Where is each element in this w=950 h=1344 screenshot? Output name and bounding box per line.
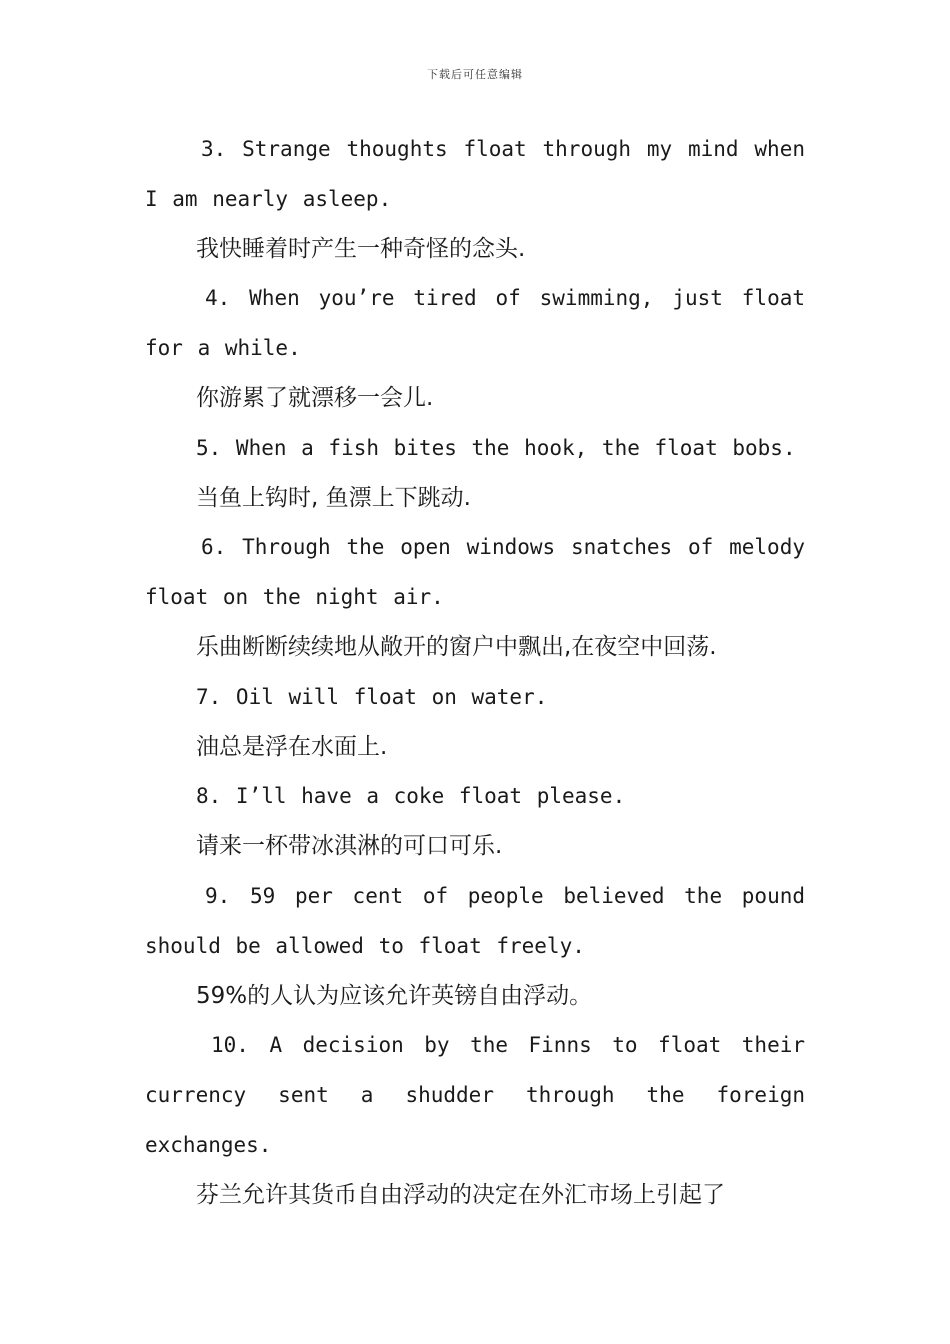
sentence-8-zh: 请来一杯带冰淇淋的可口可乐.: [196, 833, 503, 860]
sentence-4-zh: 你游累了就漂移一会儿.: [196, 384, 434, 411]
sentence-6-en-line-2: float on the night air.: [145, 585, 444, 610]
sentence-7-zh: 油总是浮在水面上.: [196, 733, 388, 760]
sentence-9-zh: 59%的人认为应该允许英镑自由浮动。: [196, 982, 593, 1009]
document-body: [145, 125, 805, 1221]
sentence-6-zh: 乐曲断断续续地从敞开的窗户中飘出,在夜空中回荡.: [196, 633, 717, 660]
sentence-5-zh: 当鱼上钩时, 鱼漂上下跳动.: [196, 484, 471, 511]
sentence-8-en-line-1: 8. I’ll have a coke float please.: [196, 784, 626, 809]
sentence-5-en-line-1: 5. When a fish bites the hook, the float bobs.: [196, 435, 796, 460]
sentence-9-en-line-1: 9. 59 per cent of people believed the pound: [205, 883, 805, 908]
sentence-3-en-line-2: I am nearly asleep.: [145, 186, 392, 211]
sentence-10-en-line-1: 10. A decision by the Finns to float their: [211, 1033, 805, 1058]
sentence-3-zh: 我快睡着时产生一种奇怪的念头.: [196, 235, 526, 262]
sentence-4-en-line-2: for a while.: [145, 336, 301, 361]
page-header: 下载后可任意编辑: [427, 68, 523, 81]
sentence-10-zh: 芬兰允许其货币自由浮动的决定在外汇市场上引起了: [196, 1181, 725, 1208]
sentence-6-en-line-1: 6. Through the open windows snatches of melody: [201, 535, 805, 560]
sentence-4-en-line-1: 4. When you’re tired of swimming, just float: [205, 286, 805, 311]
sentence-7-en-line-1: 7. Oil will float on water.: [196, 684, 548, 709]
sentence-10-en-line-3: exchanges.: [145, 1132, 272, 1157]
sentence-9-en-line-2: should be allowed to float freely.: [145, 933, 585, 958]
sentence-3-en-line-1: 3. Strange thoughts float through my mind when: [201, 137, 805, 161]
sentence-10-en-line-2: currency sent a shudder through the foreign: [145, 1083, 805, 1108]
